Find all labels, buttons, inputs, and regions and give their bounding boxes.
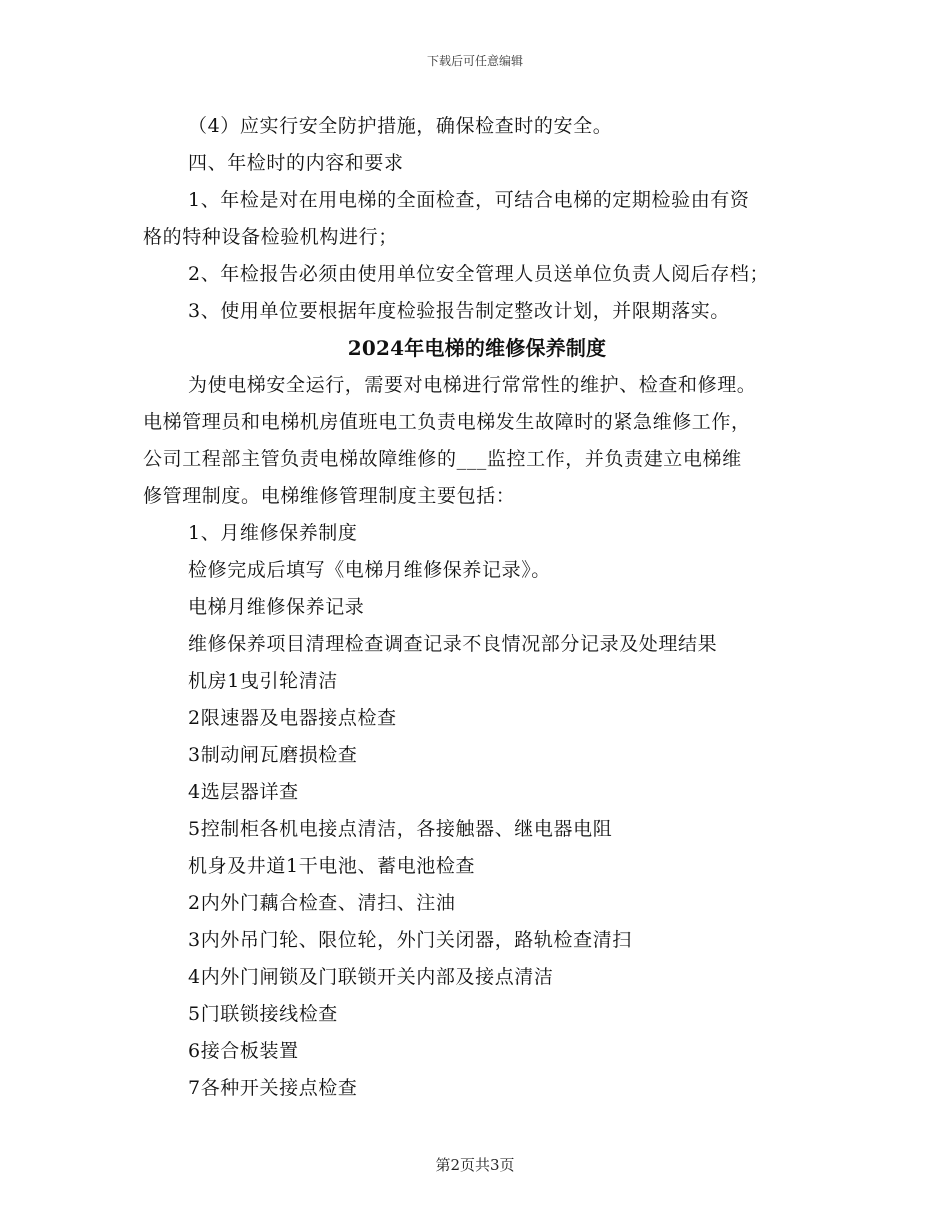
list-item: 2内外门藕合检查、清扫、注油 <box>188 892 456 914</box>
paragraph-line: 1、月维修保养制度 <box>188 522 358 544</box>
document-title: 2024年电梯的维修保养制度 <box>347 336 607 360</box>
paragraph-line: 公司工程部主管负责电梯故障维修的___监控工作，并负责建立电梯维 <box>143 448 742 470</box>
list-item: 3内外吊门轮、限位轮，外门关闭器，路轨检查清扫 <box>188 929 632 951</box>
paragraph-line: 1、年检是对在用电梯的全面检查，可结合电梯的定期检验由有资 <box>188 189 750 211</box>
paragraph-line: 电梯管理员和电梯机房值班电工负责电梯发生故障时的紧急维修工作， <box>143 411 751 433</box>
list-item: 5门联锁接线检查 <box>188 1003 338 1025</box>
document-body <box>143 108 811 1107</box>
list-item: 5控制柜各机电接点清洁，各接触器、继电器电阻 <box>188 818 613 840</box>
list-item: 7各种开关接点检查 <box>188 1077 358 1099</box>
paragraph-line: 格的特种设备检验机构进行； <box>143 226 398 248</box>
paragraph-line: 3、使用单位要根据年度检验报告制定整改计划，并限期落实。 <box>188 300 730 322</box>
paragraph-line: 维修保养项目清理检查调查记录不良情况部分记录及处理结果 <box>188 633 718 655</box>
section-heading: 四、年检时的内容和要求 <box>188 152 404 174</box>
page-header: 下载后可任意编辑 <box>426 54 523 68</box>
page-footer: 第2页共3页 <box>435 1156 515 1174</box>
list-item: 机房1曳引轮清洁 <box>188 670 338 692</box>
paragraph-line: 2、年检报告必须由使用单位安全管理人员送单位负责人阅后存档； <box>188 263 770 285</box>
list-item: 6接合板装置 <box>188 1040 299 1062</box>
list-item: 4内外门闸锁及门联锁开关内部及接点清洁 <box>188 966 554 988</box>
paragraph-line: （4）应实行安全防护措施，确保检查时的安全。 <box>188 115 613 137</box>
paragraph-line: 为使电梯安全运行，需要对电梯进行常常性的维护、检查和修理。 <box>188 374 757 396</box>
list-item: 2限速器及电器接点检查 <box>188 707 397 729</box>
paragraph-line: 修管理制度。电梯维修管理制度主要包括： <box>143 485 516 507</box>
list-item: 机身及井道1干电池、蓄电池检查 <box>188 855 476 877</box>
paragraph-line: 电梯月维修保养记录 <box>188 596 365 618</box>
paragraph-line: 检修完成后填写《电梯月维修保养记录》。 <box>188 559 551 581</box>
list-item: 3制动闸瓦磨损检查 <box>188 744 358 766</box>
list-item: 4选层器详查 <box>188 781 299 803</box>
